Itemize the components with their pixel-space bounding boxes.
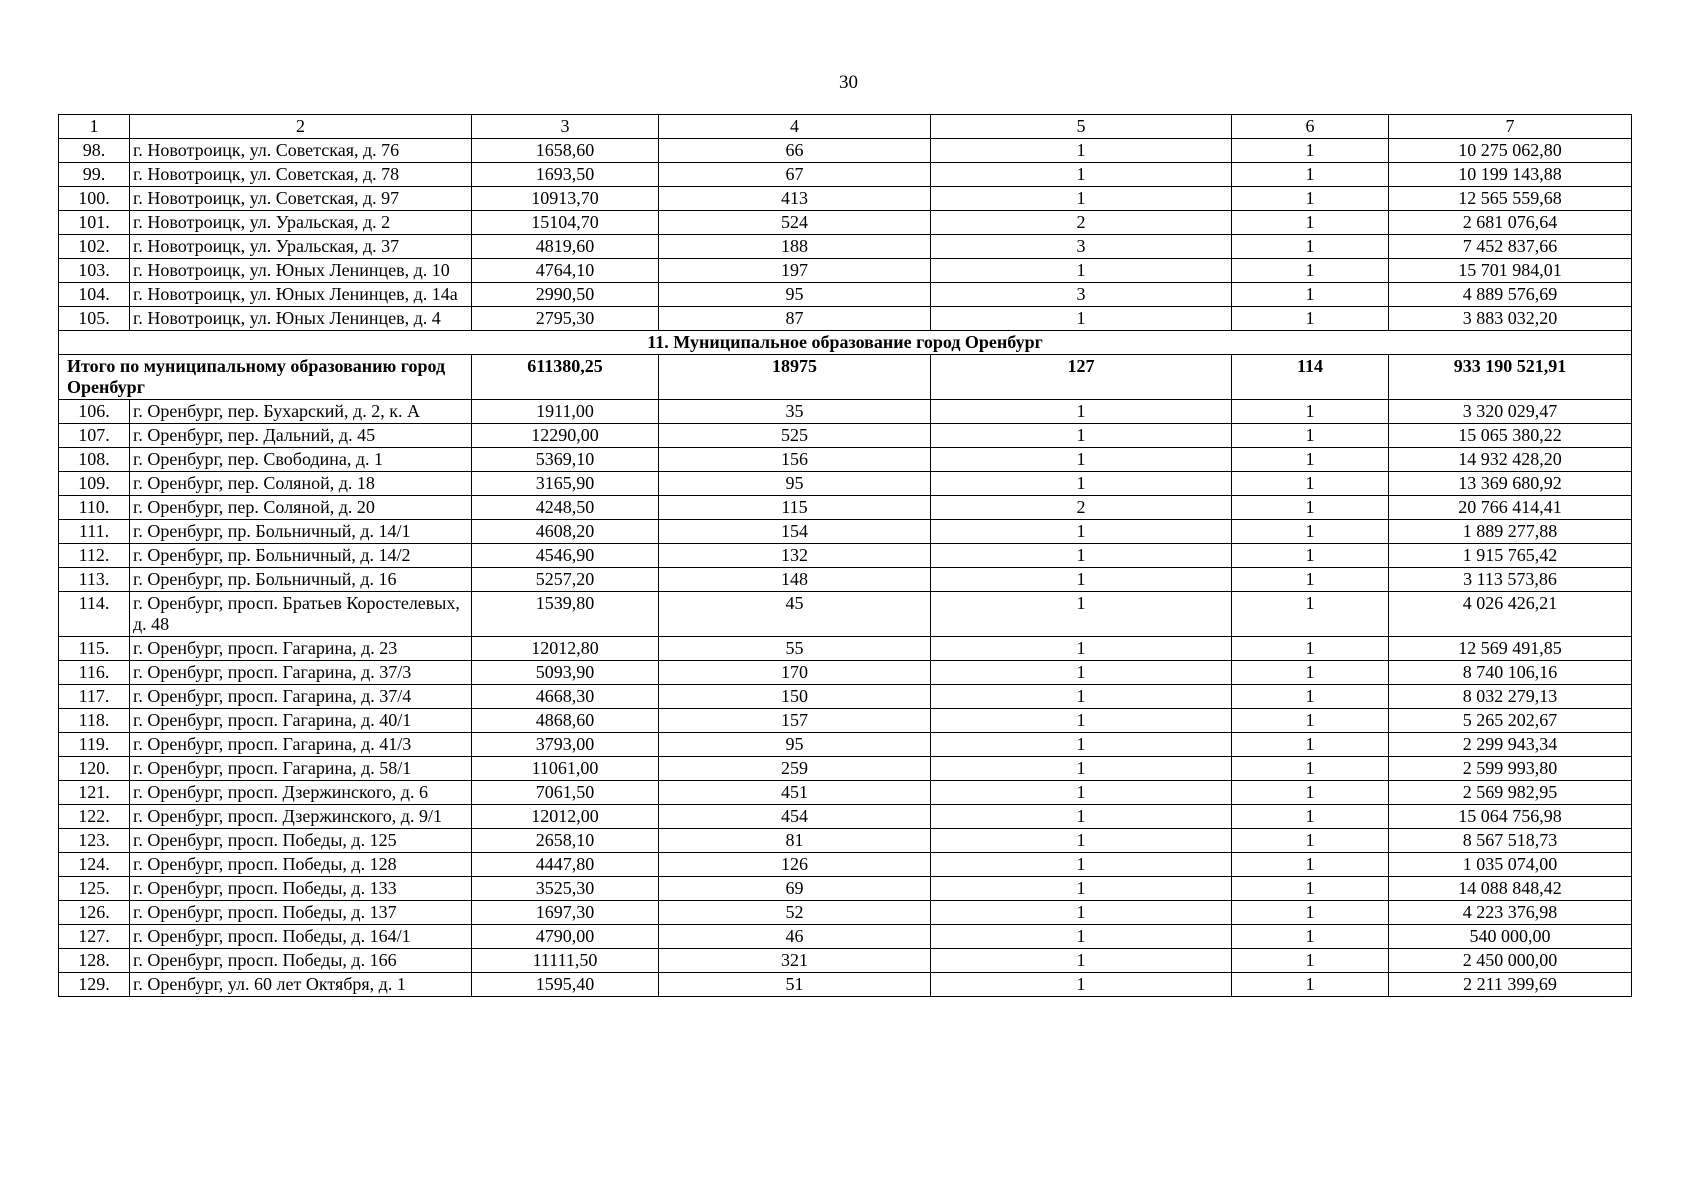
col5-cell: 1: [931, 781, 1232, 805]
col7-cell: 15 064 756,98: [1389, 805, 1632, 829]
row-number: 115.: [59, 637, 130, 661]
table-row: [59, 829, 1632, 853]
col5-cell: 1: [931, 877, 1232, 901]
column-number: 3: [472, 115, 659, 139]
col3-cell: 4790,00: [472, 925, 659, 949]
col3-cell: 1595,40: [472, 973, 659, 997]
col7-cell: 15 065 380,22: [1389, 424, 1632, 448]
col6-cell: 1: [1232, 901, 1389, 925]
col4-cell: 87: [659, 307, 931, 331]
address-cell: г. Оренбург, пр. Больничный, д. 16: [130, 568, 472, 592]
row-number: 119.: [59, 733, 130, 757]
table-row: [59, 520, 1632, 544]
col7-cell: 14 088 848,42: [1389, 877, 1632, 901]
row-number: 103.: [59, 259, 130, 283]
table-row: [59, 448, 1632, 472]
address-cell: г. Оренбург, пер. Бухарский, д. 2, к. А: [130, 400, 472, 424]
col6-cell: 1: [1232, 637, 1389, 661]
col4-cell: 46: [659, 925, 931, 949]
col7-cell: 2 569 982,95: [1389, 781, 1632, 805]
table-row: [59, 211, 1632, 235]
col3-cell: 4608,20: [472, 520, 659, 544]
section-title: 11. Муниципальное образование город Оренбург: [59, 331, 1632, 355]
col4-cell: 321: [659, 949, 931, 973]
table-row: [59, 925, 1632, 949]
table-row: [59, 805, 1632, 829]
col3-cell: 5369,10: [472, 448, 659, 472]
address-cell: г. Новотроицк, ул. Советская, д. 97: [130, 187, 472, 211]
col4-cell: 525: [659, 424, 931, 448]
col6-cell: 1: [1232, 424, 1389, 448]
col4-cell: 52: [659, 901, 931, 925]
col5-cell: 1: [931, 925, 1232, 949]
col5-cell: 1: [931, 568, 1232, 592]
col4-cell: 150: [659, 685, 931, 709]
row-number: 122.: [59, 805, 130, 829]
col4-cell: 55: [659, 637, 931, 661]
col3-cell: 4546,90: [472, 544, 659, 568]
row-number: 101.: [59, 211, 130, 235]
col7-cell: 14 932 428,20: [1389, 448, 1632, 472]
column-number-row: [59, 115, 1632, 139]
col4-cell: 454: [659, 805, 931, 829]
col5-cell: 2: [931, 496, 1232, 520]
address-cell: г. Оренбург, просп. Гагарина, д. 37/3: [130, 661, 472, 685]
col7-cell: 2 211 399,69: [1389, 973, 1632, 997]
address-cell: г. Оренбург, просп. Победы, д. 164/1: [130, 925, 472, 949]
col7-cell: 3 320 029,47: [1389, 400, 1632, 424]
address-cell: г. Оренбург, пер. Соляной, д. 18: [130, 472, 472, 496]
col3-cell: 4668,30: [472, 685, 659, 709]
col6-cell: 1: [1232, 733, 1389, 757]
col3-cell: 3165,90: [472, 472, 659, 496]
table-row: [59, 472, 1632, 496]
table-row: [59, 781, 1632, 805]
address-cell: г. Оренбург, просп. Победы, д. 133: [130, 877, 472, 901]
table-row: [59, 733, 1632, 757]
table-row: [59, 973, 1632, 997]
column-number: 6: [1232, 115, 1389, 139]
address-cell: г. Новотроицк, ул. Советская, д. 78: [130, 163, 472, 187]
row-number: 112.: [59, 544, 130, 568]
address-cell: г. Новотроицк, ул. Уральская, д. 37: [130, 235, 472, 259]
col7-cell: 10 275 062,80: [1389, 139, 1632, 163]
row-number: 123.: [59, 829, 130, 853]
table-row: [59, 163, 1632, 187]
address-cell: г. Оренбург, пер. Дальний, д. 45: [130, 424, 472, 448]
col4-cell: 69: [659, 877, 931, 901]
address-cell: г. Оренбург, пер. Соляной, д. 20: [130, 496, 472, 520]
row-number: 127.: [59, 925, 130, 949]
row-number: 117.: [59, 685, 130, 709]
table-row: [59, 685, 1632, 709]
col7-cell: 13 369 680,92: [1389, 472, 1632, 496]
col5-cell: 1: [931, 472, 1232, 496]
col5-cell: 1: [931, 757, 1232, 781]
col7-cell: 3 113 573,86: [1389, 568, 1632, 592]
row-number: 126.: [59, 901, 130, 925]
col6-cell: 1: [1232, 949, 1389, 973]
col3-cell: 15104,70: [472, 211, 659, 235]
col4-cell: 126: [659, 853, 931, 877]
table-row: [59, 709, 1632, 733]
row-number: 116.: [59, 661, 130, 685]
table-body: [59, 115, 1632, 997]
address-cell: г. Новотроицк, ул. Советская, д. 76: [130, 139, 472, 163]
column-number: 5: [931, 115, 1232, 139]
col6-cell: 1: [1232, 496, 1389, 520]
col7-cell: 2 681 076,64: [1389, 211, 1632, 235]
column-number: 7: [1389, 115, 1632, 139]
col5-cell: 1: [931, 259, 1232, 283]
table-row: [59, 400, 1632, 424]
col7-cell: 10 199 143,88: [1389, 163, 1632, 187]
col6-cell: 1: [1232, 139, 1389, 163]
col3-cell: 4764,10: [472, 259, 659, 283]
col7-cell: 540 000,00: [1389, 925, 1632, 949]
table-row: [59, 949, 1632, 973]
row-number: 102.: [59, 235, 130, 259]
row-number: 128.: [59, 949, 130, 973]
row-number: 107.: [59, 424, 130, 448]
address-cell: г. Новотроицк, ул. Юных Ленинцев, д. 14а: [130, 283, 472, 307]
address-cell: г. Оренбург, просп. Гагарина, д. 37/4: [130, 685, 472, 709]
col7-cell: 8 567 518,73: [1389, 829, 1632, 853]
col4-cell: 259: [659, 757, 931, 781]
col3-cell: 5257,20: [472, 568, 659, 592]
col5-cell: 1: [931, 544, 1232, 568]
col3-cell: 4868,60: [472, 709, 659, 733]
col3-cell: 3525,30: [472, 877, 659, 901]
col7-cell: 8 740 106,16: [1389, 661, 1632, 685]
table-row: [59, 877, 1632, 901]
row-number: 108.: [59, 448, 130, 472]
table-row: [59, 592, 1632, 637]
col6-cell: 1: [1232, 568, 1389, 592]
row-number: 106.: [59, 400, 130, 424]
col6-cell: 1: [1232, 283, 1389, 307]
table-row: [59, 139, 1632, 163]
col4-cell: 197: [659, 259, 931, 283]
col7-cell: 7 452 837,66: [1389, 235, 1632, 259]
row-number: 105.: [59, 307, 130, 331]
col4-cell: 95: [659, 472, 931, 496]
register-table: [58, 114, 1632, 997]
col5-cell: 1: [931, 139, 1232, 163]
col3-cell: 1697,30: [472, 901, 659, 925]
row-number: 124.: [59, 853, 130, 877]
table-row: [59, 661, 1632, 685]
col6-cell: 1: [1232, 235, 1389, 259]
col5-cell: 1: [931, 187, 1232, 211]
col6-cell: 1: [1232, 829, 1389, 853]
col3-cell: 12012,80: [472, 637, 659, 661]
address-cell: г. Оренбург, просп. Победы, д. 137: [130, 901, 472, 925]
col4-cell: 95: [659, 283, 931, 307]
col5-cell: 1: [931, 805, 1232, 829]
col5-cell: 1: [931, 949, 1232, 973]
address-cell: г. Оренбург, просп. Братьев Коростелевых, д. 48: [130, 592, 472, 637]
col4-cell: 45: [659, 592, 931, 637]
address-cell: г. Оренбург, просп. Победы, д. 166: [130, 949, 472, 973]
col7-cell: 20 766 414,41: [1389, 496, 1632, 520]
col5-cell: 1: [931, 163, 1232, 187]
col5-cell: 1: [931, 661, 1232, 685]
col6-cell: 1: [1232, 448, 1389, 472]
col3-cell: 3793,00: [472, 733, 659, 757]
col6-cell: 1: [1232, 544, 1389, 568]
col6-cell: 1: [1232, 520, 1389, 544]
col6-cell: 1: [1232, 592, 1389, 637]
col4-cell: 170: [659, 661, 931, 685]
row-number: 121.: [59, 781, 130, 805]
address-cell: г. Оренбург, ул. 60 лет Октября, д. 1: [130, 973, 472, 997]
col7-cell: 4 026 426,21: [1389, 592, 1632, 637]
col5-cell: 1: [931, 733, 1232, 757]
col7-cell: 4 889 576,69: [1389, 283, 1632, 307]
col6-cell: 1: [1232, 757, 1389, 781]
col4-cell: 67: [659, 163, 931, 187]
col4-cell: 157: [659, 709, 931, 733]
table-row: [59, 283, 1632, 307]
col7-cell: 12 565 559,68: [1389, 187, 1632, 211]
table-row: [59, 568, 1632, 592]
table-row: [59, 637, 1632, 661]
col7-cell: 1 889 277,88: [1389, 520, 1632, 544]
address-cell: г. Оренбург, просп. Гагарина, д. 58/1: [130, 757, 472, 781]
section-header-row: [59, 331, 1632, 355]
column-number: 1: [59, 115, 130, 139]
total-label: Итого по муниципальному образованию город Оренбург: [59, 355, 472, 400]
col6-cell: 1: [1232, 187, 1389, 211]
col7-cell: 3 883 032,20: [1389, 307, 1632, 331]
row-number: 111.: [59, 520, 130, 544]
col3-cell: 4819,60: [472, 235, 659, 259]
row-number: 99.: [59, 163, 130, 187]
col6-cell: 1: [1232, 163, 1389, 187]
col4-cell: 35: [659, 400, 931, 424]
col6-cell: 1: [1232, 472, 1389, 496]
col7-cell: 2 299 943,34: [1389, 733, 1632, 757]
col6-cell: 1: [1232, 685, 1389, 709]
col5-cell: 1: [931, 685, 1232, 709]
col6-cell: 1: [1232, 925, 1389, 949]
row-number: 129.: [59, 973, 130, 997]
col7-cell: 12 569 491,85: [1389, 637, 1632, 661]
address-cell: г. Оренбург, просп. Дзержинского, д. 9/1: [130, 805, 472, 829]
col5-cell: 1: [931, 592, 1232, 637]
table-row: [59, 424, 1632, 448]
total-c4-cell: 18975: [659, 355, 931, 400]
col4-cell: 154: [659, 520, 931, 544]
address-cell: г. Оренбург, пр. Больничный, д. 14/1: [130, 520, 472, 544]
col3-cell: 2990,50: [472, 283, 659, 307]
col6-cell: 1: [1232, 400, 1389, 424]
col3-cell: 2658,10: [472, 829, 659, 853]
col3-cell: 1693,50: [472, 163, 659, 187]
col3-cell: 11111,50: [472, 949, 659, 973]
col4-cell: 413: [659, 187, 931, 211]
col6-cell: 1: [1232, 709, 1389, 733]
address-cell: г. Оренбург, просп. Гагарина, д. 40/1: [130, 709, 472, 733]
column-number: 2: [130, 115, 472, 139]
col5-cell: 1: [931, 901, 1232, 925]
table-row: [59, 853, 1632, 877]
col6-cell: 1: [1232, 259, 1389, 283]
col5-cell: 1: [931, 400, 1232, 424]
col4-cell: 115: [659, 496, 931, 520]
address-cell: г. Новотроицк, ул. Юных Ленинцев, д. 10: [130, 259, 472, 283]
col5-cell: 1: [931, 307, 1232, 331]
col6-cell: 1: [1232, 877, 1389, 901]
col6-cell: 1: [1232, 805, 1389, 829]
col4-cell: 156: [659, 448, 931, 472]
table-row: [59, 544, 1632, 568]
col5-cell: 1: [931, 637, 1232, 661]
col5-cell: 1: [931, 448, 1232, 472]
col3-cell: 10913,70: [472, 187, 659, 211]
address-cell: г. Новотроицк, ул. Юных Ленинцев, д. 4: [130, 307, 472, 331]
total-row: [59, 355, 1632, 400]
total-c7-cell: 933 190 521,91: [1389, 355, 1632, 400]
row-number: 98.: [59, 139, 130, 163]
col6-cell: 1: [1232, 661, 1389, 685]
row-number: 114.: [59, 592, 130, 637]
col6-cell: 1: [1232, 307, 1389, 331]
col3-cell: 1658,60: [472, 139, 659, 163]
col4-cell: 451: [659, 781, 931, 805]
col4-cell: 51: [659, 973, 931, 997]
col5-cell: 2: [931, 211, 1232, 235]
table-row: [59, 235, 1632, 259]
col5-cell: 1: [931, 520, 1232, 544]
col5-cell: 3: [931, 283, 1232, 307]
row-number: 109.: [59, 472, 130, 496]
page-number: 30: [839, 72, 858, 93]
col5-cell: 1: [931, 424, 1232, 448]
col3-cell: 1539,80: [472, 592, 659, 637]
col6-cell: 1: [1232, 781, 1389, 805]
total-c5-cell: 127: [931, 355, 1232, 400]
col7-cell: 2 450 000,00: [1389, 949, 1632, 973]
col7-cell: 4 223 376,98: [1389, 901, 1632, 925]
row-number: 110.: [59, 496, 130, 520]
col3-cell: 7061,50: [472, 781, 659, 805]
column-number: 4: [659, 115, 931, 139]
col6-cell: 1: [1232, 853, 1389, 877]
row-number: 120.: [59, 757, 130, 781]
row-number: 125.: [59, 877, 130, 901]
col3-cell: 5093,90: [472, 661, 659, 685]
col3-cell: 1911,00: [472, 400, 659, 424]
address-cell: г. Оренбург, просп. Победы, д. 125: [130, 829, 472, 853]
table-row: [59, 901, 1632, 925]
address-cell: г. Оренбург, просп. Гагарина, д. 23: [130, 637, 472, 661]
total-c6-cell: 114: [1232, 355, 1389, 400]
col4-cell: 188: [659, 235, 931, 259]
col3-cell: 4447,80: [472, 853, 659, 877]
row-number: 113.: [59, 568, 130, 592]
col4-cell: 148: [659, 568, 931, 592]
col4-cell: 81: [659, 829, 931, 853]
col5-cell: 1: [931, 853, 1232, 877]
table-row: [59, 307, 1632, 331]
col7-cell: 2 599 993,80: [1389, 757, 1632, 781]
col4-cell: 66: [659, 139, 931, 163]
col4-cell: 524: [659, 211, 931, 235]
col4-cell: 132: [659, 544, 931, 568]
col7-cell: 1 035 074,00: [1389, 853, 1632, 877]
col3-cell: 12012,00: [472, 805, 659, 829]
row-number: 118.: [59, 709, 130, 733]
col5-cell: 3: [931, 235, 1232, 259]
row-number: 100.: [59, 187, 130, 211]
address-cell: г. Оренбург, просп. Гагарина, д. 41/3: [130, 733, 472, 757]
col7-cell: 1 915 765,42: [1389, 544, 1632, 568]
address-cell: г. Оренбург, просп. Дзержинского, д. 6: [130, 781, 472, 805]
col3-cell: 12290,00: [472, 424, 659, 448]
col7-cell: 5 265 202,67: [1389, 709, 1632, 733]
col5-cell: 1: [931, 709, 1232, 733]
col5-cell: 1: [931, 829, 1232, 853]
row-number: 104.: [59, 283, 130, 307]
address-cell: г. Оренбург, просп. Победы, д. 128: [130, 853, 472, 877]
col3-cell: 4248,50: [472, 496, 659, 520]
col7-cell: 15 701 984,01: [1389, 259, 1632, 283]
table-row: [59, 757, 1632, 781]
table-row: [59, 259, 1632, 283]
address-cell: г. Новотроицк, ул. Уральская, д. 2: [130, 211, 472, 235]
table-row: [59, 496, 1632, 520]
col3-cell: 2795,30: [472, 307, 659, 331]
total-c3-cell: 611380,25: [472, 355, 659, 400]
col7-cell: 8 032 279,13: [1389, 685, 1632, 709]
col6-cell: 1: [1232, 973, 1389, 997]
col4-cell: 95: [659, 733, 931, 757]
address-cell: г. Оренбург, пер. Свободина, д. 1: [130, 448, 472, 472]
col3-cell: 11061,00: [472, 757, 659, 781]
address-cell: г. Оренбург, пр. Больничный, д. 14/2: [130, 544, 472, 568]
col5-cell: 1: [931, 973, 1232, 997]
table-row: [59, 187, 1632, 211]
col6-cell: 1: [1232, 211, 1389, 235]
